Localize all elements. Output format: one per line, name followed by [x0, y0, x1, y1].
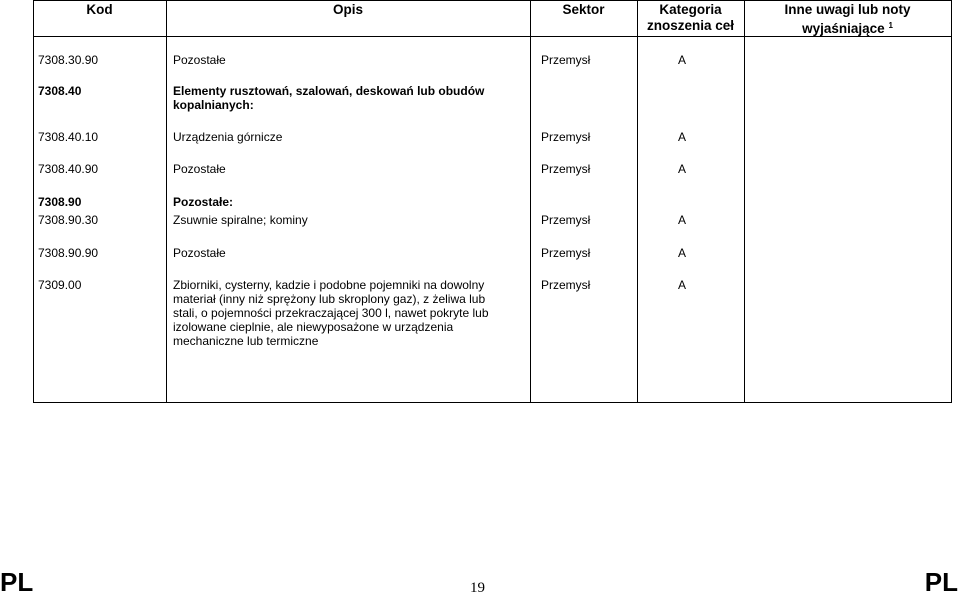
footer-country-code-left: PL — [0, 567, 34, 597]
header-kategoria-line1: Kategoria — [659, 2, 722, 17]
header-kategoria-line2: znoszenia ceł — [646, 18, 735, 33]
row-description: Pozostałe — [173, 162, 226, 176]
header-sektor: Sektor — [562, 2, 605, 17]
footer-country-code-right: PL — [924, 567, 958, 597]
column-border — [744, 0, 745, 403]
row-sector: Przemysł — [541, 213, 591, 227]
row-description-line: stali, o pojemności przekraczającej 300 l, nawet pokryte lub — [173, 306, 489, 320]
row-category: A — [678, 53, 687, 67]
row-description-line: Zbiorniki, cysterny, kadzie i podobne pojemniki na dowolny — [173, 278, 485, 292]
row-category: A — [678, 246, 687, 260]
table-border-bottom — [33, 402, 952, 403]
row-category: A — [678, 278, 687, 292]
header-opis: Opis — [332, 2, 363, 17]
row-description: Pozostałe: — [173, 195, 234, 209]
column-border — [33, 0, 34, 403]
row-code: 7308.40.90 — [38, 162, 99, 176]
row-code: 7308.90 — [38, 195, 82, 209]
row-sector: Przemysł — [541, 278, 591, 292]
row-description: kopalnianych: — [173, 98, 254, 112]
row-code: 7308.40.10 — [38, 130, 99, 144]
row-code: 7308.30.90 — [38, 53, 99, 67]
column-border — [530, 0, 531, 403]
header-uwagi-text: wyjaśniające — [802, 21, 885, 36]
row-code: 7309.00 — [38, 278, 82, 292]
row-sector: Przemysł — [541, 53, 591, 67]
row-sector: Przemysł — [541, 130, 591, 144]
row-description-line: izolowane cieplnie, ale niewyposażone w urządzenia — [173, 320, 454, 334]
column-border — [166, 0, 167, 403]
tariff-table — [33, 0, 952, 403]
row-sector: Przemysł — [541, 246, 591, 260]
row-code: 7308.90.90 — [38, 246, 99, 260]
row-description-line: materiał (inny niż sprężony lub skroplony gaz), z żeliwa lub — [173, 292, 486, 306]
row-category: A — [678, 213, 687, 227]
column-border — [951, 0, 952, 403]
row-description: Zsuwnie spiralne; kominy — [173, 213, 308, 227]
header-kod: Kod — [86, 2, 113, 17]
row-description: Elementy rusztowań, szalowań, deskowań lub obudów — [173, 84, 485, 98]
row-description: Pozostałe — [173, 53, 226, 67]
column-border — [637, 0, 638, 403]
row-category: A — [678, 130, 687, 144]
row-description-line: mechaniczne lub termiczne — [173, 334, 319, 348]
row-category: A — [678, 162, 687, 176]
header-uwagi-line1: Inne uwagi lub noty — [784, 2, 911, 17]
header-uwagi — [744, 2, 951, 37]
row-code: 7308.90.30 — [38, 213, 99, 227]
row-description: Pozostałe — [173, 246, 226, 260]
header-uwagi-line2 — [744, 18, 951, 37]
row-description: Urządzenia górnicze — [173, 130, 283, 144]
page-number: 19 — [470, 580, 485, 596]
table-border-top — [33, 0, 952, 1]
footnote-marker: 1 — [888, 21, 893, 30]
header-kategoria — [637, 2, 744, 34]
row-code: 7308.40 — [38, 84, 82, 98]
row-sector: Przemysł — [541, 162, 591, 176]
